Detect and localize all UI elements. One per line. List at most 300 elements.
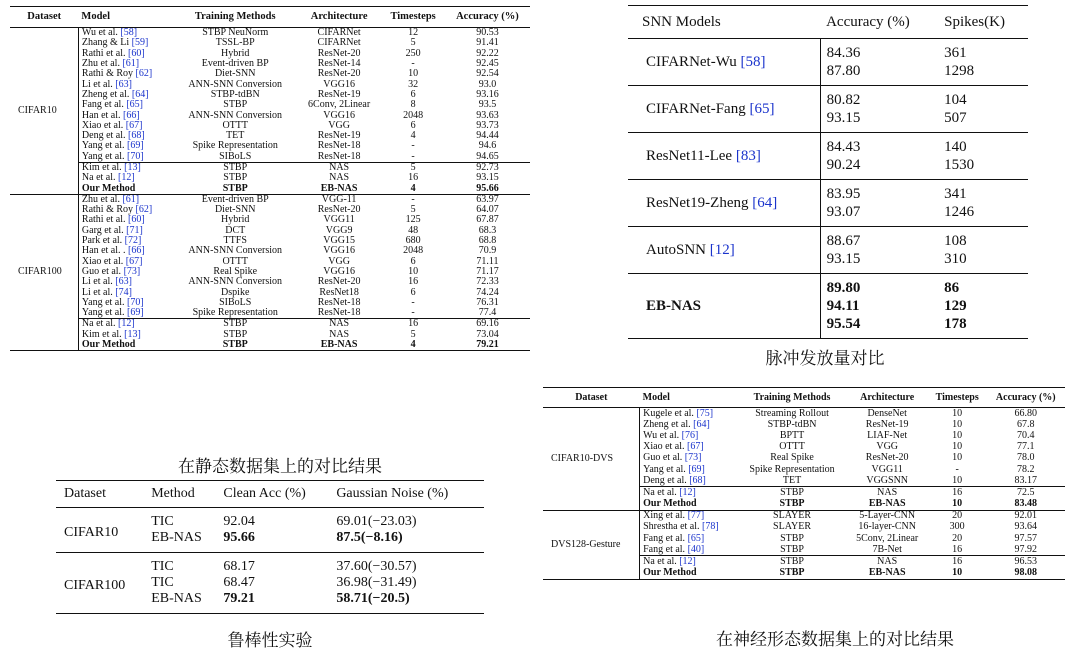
timesteps-cell: 6: [410, 255, 416, 267]
noise-value: 37.60: [336, 559, 368, 574]
model-name: Li et al.: [81, 276, 113, 288]
timesteps-cell: 10: [952, 474, 963, 486]
accuracy-cell: [820, 274, 938, 339]
model-name: Zhu et al.: [81, 58, 120, 70]
accuracy-cell: 93.63: [476, 109, 499, 121]
model-name: Our Method: [81, 182, 136, 194]
citation-link: [67]: [125, 119, 143, 131]
model-name: Yang et al.: [81, 150, 125, 162]
timesteps-cell: -: [411, 140, 415, 152]
accuracy-cell: 93.64: [1014, 521, 1037, 533]
table-row: [628, 274, 1028, 339]
timesteps-cell: 10: [952, 418, 963, 430]
accuracy-value: 90.24: [826, 157, 861, 173]
method-cell: ANN-SNN Conversion: [188, 78, 283, 90]
citation-link: [77]: [687, 510, 705, 522]
column-header: Timesteps: [935, 391, 979, 403]
accuracy-cell: 67.87: [476, 214, 499, 226]
method-cell: TIC: [151, 559, 174, 574]
accuracy-cell: 93.15: [476, 172, 499, 184]
timesteps-cell: 20: [952, 510, 963, 522]
accuracy-cell: 64.07: [476, 204, 499, 216]
timesteps-cell: 32: [408, 78, 419, 90]
method-cell: Hybrid: [221, 47, 250, 59]
architecture-cell: VGG9: [325, 224, 353, 236]
model-cell: [640, 453, 738, 464]
model-name: Shrestha et al.: [643, 521, 700, 533]
architecture-cell: NAS: [877, 556, 898, 568]
column-header: Clean Acc (%): [223, 486, 306, 501]
table-row: [628, 227, 1028, 274]
static-datasets-table: [10, 6, 530, 351]
architecture-cell: ResNet-18: [317, 307, 361, 319]
accuracy-cell: 72.33: [476, 276, 499, 288]
model-name: AutoSNN: [646, 241, 707, 258]
noise-value: 87.5: [336, 530, 361, 545]
clean-acc-cell: 79.21: [223, 591, 255, 606]
column-header: Training Methods: [753, 391, 831, 403]
timesteps-cell: 10: [952, 407, 963, 419]
method-cell: STBP: [222, 339, 248, 351]
accuracy-cell: 77.4: [478, 307, 497, 319]
citation-link: [13]: [124, 162, 141, 173]
architecture-cell: ResNet-18: [317, 140, 361, 152]
citation-link: [65]: [687, 532, 705, 544]
spikes-cell: [938, 39, 1028, 86]
model-cell: [628, 274, 820, 339]
accuracy-cell: 70.4: [1017, 429, 1035, 441]
accuracy-cell: 92.01: [1014, 510, 1037, 522]
architecture-cell: ResNet-19: [317, 130, 361, 142]
table-row: [543, 510, 1065, 522]
citation-link: [68]: [128, 130, 145, 142]
method-cell: OTTT: [779, 441, 805, 453]
accuracy-value: 80.82: [826, 92, 861, 108]
accuracy-cell: 78.0: [1017, 452, 1035, 464]
citation-link: [59]: [131, 37, 149, 49]
spike-count-table: [628, 5, 1028, 339]
accuracy-cell: 94.44: [476, 130, 499, 142]
spikes-cell: [938, 227, 1028, 274]
method-cell: Diet-SNN: [214, 204, 256, 216]
table-row: [628, 180, 1028, 227]
accuracy-value: 89.80: [826, 280, 861, 296]
column-header: Architecture: [310, 10, 368, 22]
citation-link: [64]: [752, 194, 778, 211]
citation-link: [61]: [122, 193, 140, 205]
model-cell: [640, 442, 738, 453]
method-cell: TTFS: [223, 235, 247, 247]
citation-link: [67]: [687, 441, 704, 453]
column-header: Architecture: [860, 391, 915, 403]
model-name: Zheng et al.: [643, 418, 691, 430]
accuracy-cell: 97.92: [1014, 543, 1037, 555]
method-cell: STBP-tdBN: [210, 88, 260, 100]
model-name: ResNet19-Zheng: [646, 194, 749, 211]
accuracy-cell: 98.08: [1014, 567, 1037, 579]
model-cell: [628, 227, 820, 274]
architecture-cell: VGG: [328, 255, 350, 267]
architecture-cell: CIFARNet: [317, 37, 361, 49]
method-cell: STBP: [223, 172, 248, 184]
accuracy-value: 94.11: [826, 298, 860, 314]
table-row: [628, 86, 1028, 133]
citation-link: [12]: [709, 241, 735, 258]
method-cell: EB-NAS: [151, 591, 202, 606]
architecture-cell: NAS: [329, 328, 350, 340]
accuracy-value: 83.95: [826, 186, 861, 202]
architecture-cell: ResNet18: [319, 286, 359, 298]
column-header: Dataset: [27, 10, 62, 22]
table-row: [543, 408, 1065, 420]
accuracy-value: 93.15: [826, 110, 861, 126]
timesteps-cell: 125: [405, 214, 421, 226]
model-name: Fang et al.: [643, 532, 686, 544]
model-name: EB-NAS: [646, 297, 702, 314]
model-cell: [640, 499, 738, 511]
architecture-cell: 5-Layer-CNN: [859, 510, 916, 522]
architecture-cell: VGG15: [323, 235, 355, 247]
citation-link: [40]: [687, 543, 705, 555]
model-name: Yang et al.: [81, 296, 125, 308]
method-cell: TSSL-BP: [215, 37, 255, 49]
model-name: Wu et al.: [643, 429, 680, 441]
method-cell: OTTT: [222, 255, 248, 267]
citation-link: [12]: [118, 172, 135, 184]
architecture-cell: NAS: [329, 162, 350, 173]
noise-delta: (−30.57): [367, 559, 417, 574]
timesteps-cell: 16: [952, 543, 963, 555]
clean-acc-cell: 92.04: [223, 514, 255, 529]
citation-link: [64]: [131, 88, 149, 100]
timesteps-cell: -: [411, 193, 415, 205]
table-row: [10, 340, 530, 351]
timesteps-cell: 10: [952, 429, 963, 441]
table-row: [56, 553, 484, 576]
accuracy-cell: 68.3: [478, 224, 497, 236]
architecture-cell: ResNet-18: [317, 150, 361, 162]
column-header: Accuracy (%): [826, 13, 910, 30]
column-header: Accuracy (%): [995, 391, 1056, 403]
method-cell: STBP: [779, 567, 805, 579]
accuracy-value: 93.15: [826, 251, 861, 267]
accuracy-cell: 83.17: [1014, 474, 1037, 486]
accuracy-value: 87.80: [826, 63, 861, 79]
model-cell: [640, 464, 738, 475]
column-header: Timesteps: [390, 10, 436, 22]
citation-link: [64]: [693, 418, 710, 430]
timesteps-cell: 10: [408, 265, 419, 277]
timesteps-cell: 6: [410, 88, 416, 100]
timesteps-cell: -: [955, 463, 959, 475]
method-cell: STBP: [779, 498, 805, 510]
model-name: Yang et al.: [81, 307, 125, 319]
column-header: Dataset: [64, 486, 106, 501]
model-name: Na et al.: [643, 486, 677, 498]
accuracy-cell: 68.8: [478, 235, 497, 247]
architecture-cell: ResNet-20: [317, 276, 361, 288]
model-name: Xiao et al.: [643, 441, 685, 453]
architecture-cell: VGG16: [323, 245, 355, 257]
model-name: CIFARNet-Wu: [646, 53, 737, 70]
citation-link: [66]: [123, 109, 140, 121]
citation-link: [63]: [115, 78, 132, 90]
model-cell: [640, 510, 738, 522]
model-cell: [640, 487, 738, 499]
column-header: Accuracy (%): [456, 10, 519, 22]
table-row: [56, 508, 484, 531]
table-row: [10, 152, 530, 163]
timesteps-cell: 10: [952, 452, 963, 464]
architecture-cell: 16-layer-CNN: [858, 521, 916, 533]
column-header: Gaussian Noise (%): [336, 486, 449, 501]
citation-link: [68]: [689, 474, 706, 486]
model-name: Zhang & Li: [81, 37, 130, 49]
spikes-value: 1298: [944, 63, 975, 79]
method-cell: STBP-tdBN: [767, 418, 817, 430]
citation-link: [12]: [679, 486, 696, 498]
model-cell: [640, 533, 738, 544]
timesteps-cell: 20: [952, 532, 963, 544]
citation-link: [13]: [124, 328, 141, 340]
method-cell: TET: [226, 130, 245, 142]
timesteps-cell: 250: [405, 47, 421, 59]
column-header: Method: [151, 486, 195, 501]
noise-cell: [333, 591, 484, 614]
method-cell: STBP: [223, 318, 248, 330]
timesteps-cell: -: [411, 296, 415, 308]
timesteps-cell: 8: [410, 99, 416, 111]
spikes-value: 341: [944, 186, 967, 202]
timesteps-cell: 4: [410, 182, 416, 194]
architecture-cell: LIAF-Net: [867, 429, 908, 441]
method-cell: ANN-SNN Conversion: [188, 109, 283, 121]
noise-delta: (−20.5): [367, 591, 410, 606]
citation-link: [58]: [120, 27, 138, 39]
architecture-cell: NAS: [329, 172, 350, 184]
timesteps-cell: 5: [410, 37, 416, 49]
accuracy-cell: 71.11: [476, 255, 499, 267]
method-cell: STBP: [780, 532, 804, 544]
method-cell: Event-driven BP: [201, 58, 269, 70]
accuracy-cell: 92.54: [476, 68, 499, 80]
method-cell: Diet-SNN: [214, 68, 256, 80]
spikes-cell: [938, 86, 1028, 133]
accuracy-value: 84.43: [826, 139, 861, 155]
method-cell: Spike Representation: [192, 307, 278, 319]
accuracy-cell: [820, 133, 938, 180]
citation-link: [12]: [679, 556, 696, 568]
accuracy-cell: 73.04: [476, 328, 499, 340]
model-name: Kugele et al.: [643, 407, 694, 419]
model-cell: [640, 568, 738, 580]
robustness-table-caption: 鲁棒性实验: [227, 631, 313, 651]
timesteps-cell: 5: [410, 204, 416, 216]
citation-link: [73]: [123, 265, 141, 277]
model-name: Fang et al.: [81, 99, 124, 111]
architecture-cell: ResNet-20: [317, 68, 361, 80]
architecture-cell: VGG16: [323, 109, 355, 121]
noise-cell: [333, 508, 484, 531]
accuracy-cell: 67.8: [1017, 418, 1035, 430]
accuracy-value: 93.07: [826, 204, 861, 220]
timesteps-cell: 5: [410, 328, 416, 340]
model-name: Rathi et al.: [81, 214, 126, 226]
architecture-cell: ResNet-19: [865, 418, 909, 430]
table-row: [628, 39, 1028, 86]
accuracy-cell: [820, 227, 938, 274]
architecture-cell: ResNet-18: [317, 296, 361, 308]
architecture-cell: ResNet-14: [317, 58, 361, 70]
method-cell: SIBoLS: [219, 296, 252, 308]
accuracy-cell: 97.57: [1014, 532, 1037, 544]
model-cell: [78, 152, 173, 163]
timesteps-cell: 680: [405, 235, 421, 247]
model-name: Guo et al.: [643, 452, 683, 464]
model-cell: [628, 180, 820, 227]
model-name: Han et al. .: [81, 245, 126, 257]
method-cell: DCT: [225, 224, 246, 236]
citation-link: [63]: [115, 276, 132, 288]
method-cell: Spike Representation: [749, 463, 835, 475]
spikes-cell: [938, 180, 1028, 227]
model-cell: [640, 522, 738, 533]
neuromorphic-table-caption: 在神经形态数据集上的对比结果: [716, 630, 954, 650]
accuracy-cell: 63.97: [476, 193, 499, 205]
architecture-cell: CIFARNet: [317, 27, 361, 39]
method-cell: Dspike: [221, 286, 250, 298]
accuracy-cell: 71.17: [476, 265, 499, 277]
table-row: [10, 308, 530, 319]
architecture-cell: EB-NAS: [320, 182, 358, 194]
citation-link: [78]: [702, 521, 719, 533]
noise-cell: [333, 575, 484, 591]
timesteps-cell: 10: [952, 441, 963, 453]
timesteps-cell: 2048: [403, 245, 424, 257]
architecture-cell: VGG16: [323, 78, 355, 90]
citation-link: [65]: [126, 99, 144, 111]
citation-link: [73]: [684, 452, 702, 464]
citation-link: [76]: [681, 429, 699, 441]
accuracy-cell: 93.16: [476, 88, 499, 100]
method-cell: Spike Representation: [192, 140, 278, 152]
method-cell: BPTT: [779, 429, 805, 441]
timesteps-cell: 300: [949, 521, 965, 533]
spikes-value: 178: [944, 316, 967, 332]
noise-cell: [333, 530, 484, 553]
timesteps-cell: 4: [410, 130, 416, 142]
architecture-cell: NAS: [877, 486, 898, 498]
model-name: Garg et al.: [81, 224, 124, 236]
accuracy-cell: 77.1: [1017, 441, 1035, 453]
architecture-cell: 5Conv, 2Linear: [856, 532, 919, 544]
spikes-value: 104: [944, 92, 967, 108]
model-cell: [628, 86, 820, 133]
model-name: Li et al.: [81, 78, 113, 90]
model-cell: [78, 183, 173, 194]
model-name: Park et al.: [81, 235, 123, 247]
accuracy-cell: 92.73: [476, 162, 499, 173]
timesteps-cell: -: [411, 58, 415, 70]
method-cell: ANN-SNN Conversion: [188, 276, 283, 288]
accuracy-cell: 92.45: [476, 58, 499, 70]
accuracy-value: 88.67: [826, 233, 861, 249]
architecture-cell: VGG: [876, 441, 899, 453]
accuracy-cell: [820, 39, 938, 86]
citation-link: [69]: [127, 140, 144, 152]
timesteps-cell: 2048: [403, 109, 424, 121]
method-cell: TIC: [151, 575, 174, 590]
spike-table-caption: 脉冲发放量对比: [765, 349, 885, 369]
method-cell: STBP: [780, 556, 804, 568]
model-name: Yang et al.: [643, 463, 686, 475]
model-name: CIFARNet-Fang: [646, 100, 746, 117]
architecture-cell: VGG16: [323, 265, 355, 277]
model-name: Zhu et al.: [81, 193, 120, 205]
accuracy-cell: 93.73: [476, 119, 499, 131]
model-name: Guo et al.: [81, 265, 122, 277]
dataset-cell: CIFAR10: [10, 28, 78, 195]
citation-link: [71]: [126, 224, 143, 236]
spikes-value: 86: [944, 280, 960, 296]
timesteps-cell: 16: [952, 556, 963, 568]
model-cell: [78, 308, 173, 319]
citation-link: [75]: [696, 407, 714, 419]
method-cell: Hybrid: [221, 214, 250, 226]
accuracy-cell: 78.2: [1017, 463, 1035, 475]
clean-acc-cell: 95.66: [223, 530, 255, 545]
citation-link: [69]: [688, 463, 705, 475]
column-header: Model: [81, 10, 110, 22]
model-name: Rathi & Roy: [81, 68, 134, 80]
citation-link: [74]: [115, 286, 132, 298]
accuracy-cell: 93.5: [478, 99, 497, 111]
accuracy-cell: 93.0: [478, 78, 497, 90]
model-cell: [640, 556, 738, 568]
dataset-cell: CIFAR10-DVS: [543, 408, 640, 511]
static-table-caption: 在静态数据集上的对比结果: [178, 457, 382, 477]
accuracy-cell: 69.16: [476, 318, 499, 330]
model-name: Deng et al.: [643, 474, 687, 486]
timesteps-cell: 6: [410, 286, 416, 298]
method-cell: Event-driven BP: [201, 193, 269, 205]
noise-delta: (−8.16): [360, 530, 403, 545]
timesteps-cell: 48: [408, 224, 419, 236]
noise-value: 69.01: [336, 514, 368, 529]
accuracy-cell: 92.22: [476, 47, 499, 59]
model-name: Our Method: [643, 498, 697, 510]
method-cell: STBP: [223, 328, 248, 340]
architecture-cell: ResNet-20: [317, 204, 361, 216]
model-cell: [640, 430, 738, 441]
citation-link: [12]: [118, 318, 135, 330]
method-cell: STBP: [222, 182, 248, 194]
timesteps-cell: 10: [952, 498, 963, 510]
spikes-value: 310: [944, 251, 967, 267]
architecture-cell: EB-NAS: [868, 567, 906, 579]
timesteps-cell: 16: [408, 318, 419, 330]
model-name: ResNet11-Lee: [646, 147, 733, 164]
accuracy-cell: 76.31: [476, 296, 499, 308]
noise-cell: [333, 553, 484, 576]
method-cell: STBP: [223, 99, 248, 111]
column-header: Model: [642, 391, 670, 403]
model-cell: [640, 544, 738, 556]
clean-acc-cell: 68.17: [223, 559, 255, 574]
model-cell: [640, 408, 738, 420]
method-cell: Streaming Rollout: [755, 407, 829, 419]
model-name: Na et al.: [81, 172, 116, 184]
